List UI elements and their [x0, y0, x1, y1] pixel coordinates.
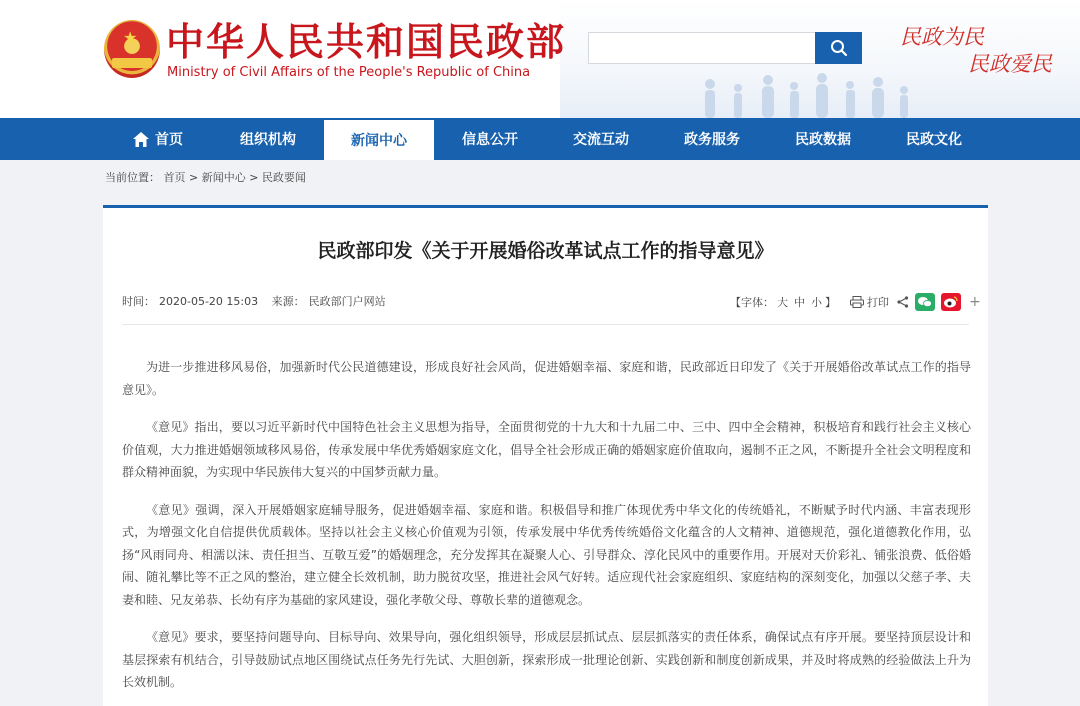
nav-item-label: 交流互动	[573, 132, 629, 148]
nav-item-label: 信息公开	[462, 132, 518, 148]
nav-item-home[interactable]	[103, 118, 213, 160]
weibo-icon	[941, 293, 961, 311]
nav-item-gov-services[interactable]	[657, 118, 767, 160]
article-paragraph: 《意见》要求，要坚持问题导向、目标导向、效果导向，强化组织领导，形成层层抓试点、层层抓落实的责任体系，确保试点有序开展。要坚持顶层设计和基层探索有机结合，引导鼓励试点地区围绕试点任务先行先试、大胆创新，探索形成一批理论创新、实践创新和制度创新成果，并及时将成熟的经验做法上升为长效机制。	[122, 630, 971, 689]
main-nav	[0, 118, 1080, 160]
search-icon	[830, 39, 848, 57]
site-header	[0, 0, 1080, 118]
share-button[interactable]	[897, 296, 909, 308]
wechat-share-button[interactable]	[915, 293, 935, 311]
breadcrumb-prefix: 当前位置：	[105, 171, 160, 184]
slogan-line-2: 民政爱民	[968, 52, 1052, 76]
more-share-button[interactable]: +	[969, 294, 981, 310]
slogan-line-1: 民政为民	[900, 25, 984, 49]
wechat-icon	[915, 293, 935, 311]
emblem-star-icon: ★	[123, 28, 138, 47]
share-icon	[897, 296, 909, 308]
nav-item-label: 政务服务	[684, 132, 740, 148]
font-size-medium-button[interactable]: 中	[794, 296, 805, 309]
font-size-label-end: 】	[825, 296, 836, 309]
article-tools	[730, 292, 981, 312]
meta-divider	[122, 324, 969, 325]
site-subtitle: Ministry of Civil Affairs of the People's Republic of China	[167, 65, 531, 80]
nav-item-news-center[interactable]	[324, 120, 434, 160]
breadcrumb-current-link[interactable]: 民政要闻	[261, 171, 306, 184]
nav-item-civil-culture[interactable]	[879, 118, 989, 160]
nav-item-label: 民政文化	[906, 132, 962, 148]
nav-item-interaction[interactable]	[546, 118, 656, 160]
nav-item-civil-data[interactable]	[768, 118, 878, 160]
nav-item-organization[interactable]	[213, 118, 323, 160]
weibo-share-button[interactable]	[941, 293, 961, 311]
breadcrumb-home-link[interactable]: 首页	[163, 171, 186, 184]
breadcrumb-separator: >	[249, 171, 259, 184]
time-label: 时间：	[122, 295, 155, 308]
article-title: 民政部印发《关于开展婚俗改革试点工作的指导意见》	[317, 240, 774, 262]
search-button[interactable]	[815, 32, 862, 64]
nav-item-info-disclosure[interactable]	[435, 118, 545, 160]
national-emblem-logo[interactable]	[104, 20, 160, 78]
font-size-label: 【字体：	[730, 296, 774, 309]
article-meta	[122, 294, 390, 310]
nav-item-label: 组织机构	[240, 132, 296, 148]
search-input[interactable]	[588, 32, 816, 64]
emblem-base	[112, 58, 152, 68]
article-container	[103, 205, 988, 706]
nav-item-label: 首页	[155, 132, 183, 148]
article-paragraph: 《意见》指出，要以习近平新时代中国特色社会主义思想为指导，全面贯彻党的十九大和十九届二中、三中、四中全会精神，积极培育和践行社会主义核心价值观，大力推进婚姻领域移风易俗，传承发展中华优秀婚姻家庭文化，倡导全社会形成正确的婚姻家庭价值取向，遏制不正之风，不断提升全社会文明程度和群众精神面貌，为实现中华民族伟大复兴的中国梦贡献力量。	[122, 420, 971, 479]
print-button[interactable]	[850, 294, 889, 310]
article-source: 民政部门户网站	[308, 295, 386, 308]
font-size-large-button[interactable]: 大	[777, 296, 788, 309]
font-size-small-button[interactable]: 小	[811, 296, 822, 309]
breadcrumb	[105, 170, 306, 186]
site-title[interactable]: 中华人民共和国民政部	[166, 19, 567, 64]
publish-time: 2020-05-20 15:03	[159, 295, 259, 308]
nav-item-label: 新闻中心	[351, 133, 407, 149]
home-icon	[133, 132, 149, 147]
article-body	[122, 356, 971, 706]
nav-item-label: 民政数据	[795, 132, 851, 148]
breadcrumb-news-link[interactable]: 新闻中心	[201, 171, 246, 184]
article-paragraph: 为进一步推进移风易俗，加强新时代公民道德建设，形成良好社会风尚，促进婚姻幸福、家庭和谐，民政部近日印发了《关于开展婚俗改革试点工作的指导意见》。	[122, 360, 971, 397]
source-label: 来源：	[271, 295, 305, 308]
people-silhouettes-decoration	[690, 70, 930, 118]
printer-icon	[850, 296, 864, 308]
breadcrumb-separator: >	[189, 171, 199, 184]
print-label: 打印	[867, 296, 889, 309]
article-paragraph: 《意见》强调，深入开展婚姻家庭辅导服务，促进婚姻幸福、家庭和谐。积极倡导和推广体现优秀中华文化的传统婚礼，不断赋予时代内涵、丰富表现形式，为增强文化自信提供优质载体。坚持以社会主义核心价值观为引领，传承发展中华优秀传统婚俗文化蕴含的人文精神、道德规范，强化道德教化作用，弘扬“风雨同舟、相濡以沫、责任担当、互敬互爱”的婚姻理念，充分发挥其在凝聚人心、引导群众、淳化民风中的重要作用。开展对天价彩礼、铺张浪费、低俗婚闹、随礼攀比等不正之风的整治，建立健全长效机制，助力脱贫攻坚，推进社会风气好转。适应现代社会家庭组织、家庭结构的深刻变化，加强以父慈子孝、夫妻和睦、兄友弟恭、长幼有序为基础的家风建设，强化孝敬父母、尊敬长辈的道德观念。	[122, 502, 971, 607]
